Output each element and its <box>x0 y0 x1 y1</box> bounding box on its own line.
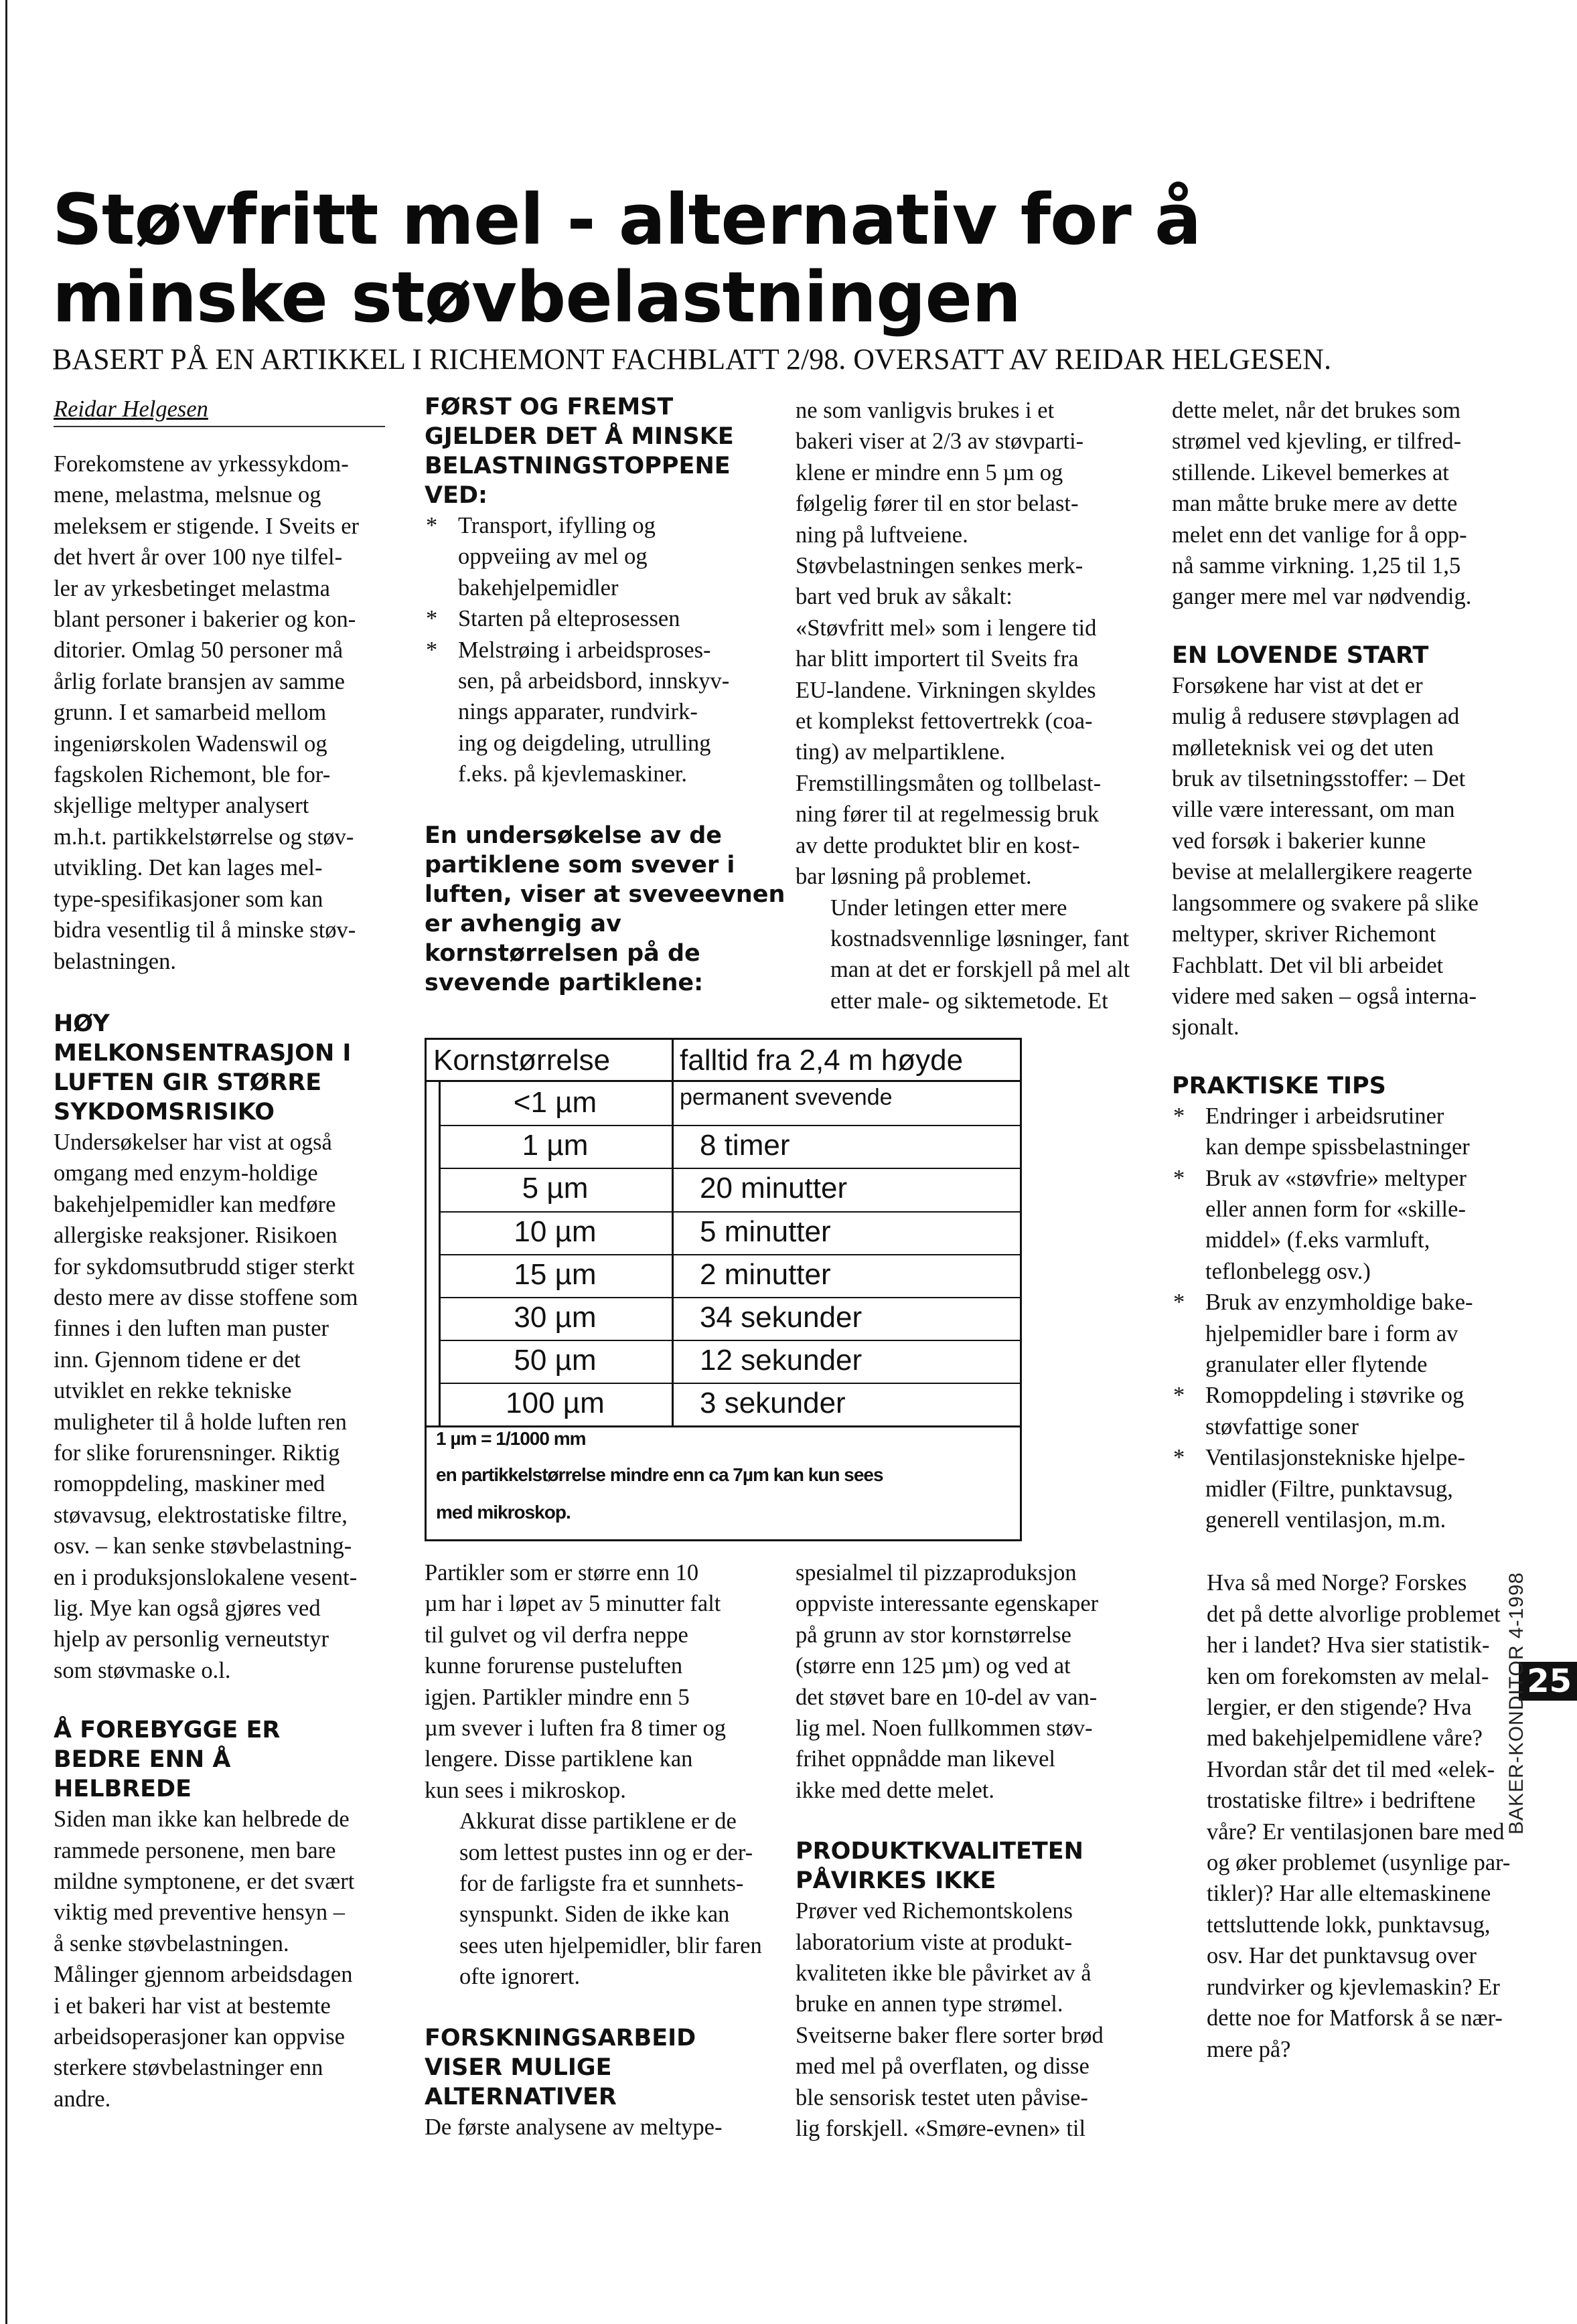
text-line: ning fører til at regelmessig bruk <box>796 801 1100 828</box>
text-line: EN LOVENDE START <box>1172 641 1429 669</box>
text-line: Partikler som er større enn 10 <box>425 1560 699 1585</box>
text-line: igjen. Partikler mindre enn 5 <box>425 1684 690 1710</box>
text-line: laboratorium viste at produkt- <box>796 1929 1072 1955</box>
text-line: luften, viser at sveveevnen <box>425 880 785 908</box>
table-cell-size: 15 µm <box>514 1257 597 1291</box>
article-subtitle: BASERT PÅ EN ARTIKKEL I RICHEMONT FACHBLATT 2/98. OVERSATT AV REIDAR HELGESEN. <box>52 343 1332 376</box>
text-line: granulater eller flytende <box>1205 1351 1428 1377</box>
text-line: ting) av melpartiklene. <box>796 739 1006 765</box>
text-line: generell ventilasjon, m.m. <box>1205 1507 1446 1533</box>
text-line: hjelp av personlig verneutstyr <box>54 1626 329 1652</box>
table-cell-size: 1 µm <box>522 1129 589 1162</box>
text-line: meltyper, skriver Richemont <box>1172 921 1436 947</box>
text-line: dette melet, når det brukes som <box>1172 398 1461 423</box>
text-line: som støvmaske o.l. <box>54 1657 231 1683</box>
text-line: f.eks. på kjevlemaskiner. <box>458 761 688 787</box>
col3-heading-1 <box>796 1837 1144 1895</box>
text-line: her i landet? Hva sier statistik- <box>1207 1632 1490 1658</box>
text-line: PRAKTISKE TIPS <box>1172 1072 1386 1099</box>
journal-issue-label: BAKER-KONDITOR 4-1998 <box>1505 1571 1527 1835</box>
text-line: skjellige meltyper analysert <box>54 793 309 819</box>
text-line: kunne forurense pusteluften <box>425 1653 683 1679</box>
bullet-item <box>1172 1287 1513 1380</box>
text-line: ville være interessant, om man <box>1172 797 1455 823</box>
table-cell-size: 50 µm <box>514 1344 597 1377</box>
text-line: som lettest pustes inn og er der- <box>459 1839 753 1865</box>
col1-para-2 <box>54 1127 408 1686</box>
text-line: teflonbelegg osv.) <box>1205 1258 1371 1284</box>
text-line: oppveiing av mel og <box>458 544 648 570</box>
table-row-rule <box>439 1340 1020 1341</box>
text-line: oppviste interessante egenskaper <box>796 1591 1099 1617</box>
text-line: Forsøkene har vist at det er <box>1172 672 1423 698</box>
column-2-bottom <box>425 1557 773 2143</box>
text-line: nå samme virkning. 1,25 til 1,5 <box>1172 553 1461 579</box>
table-cell-falltime: 34 sekunder <box>700 1301 862 1334</box>
table-note-visibility: en partikkelstørrelse mindre enn ca 7µm kan kun sees <box>436 1464 883 1485</box>
text-line: lergier, er den stigende? Hva <box>1207 1695 1472 1721</box>
text-line: i et bakeri har vist at bestemte <box>54 1993 331 2019</box>
text-line: støvfattige soner <box>1205 1413 1359 1440</box>
col1-para-3 <box>54 1804 408 2114</box>
col3-para-2 <box>796 893 1144 1017</box>
text-line: rundvirker og kjevlemaskin? Er <box>1207 1974 1500 2000</box>
bullet-item <box>1172 1163 1513 1288</box>
table-row-rule <box>439 1168 1020 1169</box>
text-line: nings apparater, rundvirk- <box>458 699 698 725</box>
text-line: Målinger gjennom arbeidsdagen <box>54 1962 353 1988</box>
text-line: svevende partiklene: <box>425 969 704 996</box>
text-line: lig. Mye kan også gjøres ved <box>54 1596 321 1621</box>
col3-para-1 <box>796 395 1144 893</box>
text-line: FORSKNINGSARBEID <box>425 2024 696 2051</box>
text-line: ingeniørskolen Wadenswil og <box>54 730 327 757</box>
text-line: støvavsug, elektrostatiske filtre, <box>54 1502 348 1528</box>
text-line: sterkere støvbelastninger enn <box>54 2055 323 2081</box>
table-cell-size: 5 µm <box>522 1172 589 1205</box>
text-line: andre. <box>54 2086 111 2112</box>
text-line: melet enn det vanlige for å opp- <box>1172 522 1467 548</box>
col3-para-4 <box>796 1895 1144 2144</box>
col4-para-2 <box>1172 670 1513 1043</box>
text-line: videre med saken – også interna- <box>1172 983 1477 1009</box>
text-line: det hvert år over 100 nye tilfel- <box>54 544 343 570</box>
text-line: ler av yrkesbetinget melastma <box>54 575 330 601</box>
text-line: GJELDER DET Å MINSKE <box>425 423 734 450</box>
text-line: Siden man ikke kan helbrede de <box>54 1806 350 1833</box>
text-line: HELBREDE <box>54 1776 192 1803</box>
column-2-top <box>425 392 785 998</box>
text-line: Støvbelastningen senkes merk- <box>796 553 1083 579</box>
text-line: trostatiske filtre» i bedriftene <box>1207 1788 1476 1814</box>
text-line: Hva så med Norge? Forskes <box>1207 1570 1467 1596</box>
text-line: VED: <box>425 482 488 509</box>
table-cell-falltime: permanent svevende <box>680 1085 893 1110</box>
text-line: PRODUKTKVALITETEN <box>796 1838 1083 1865</box>
text-line: Sveitserne baker flere sorter brød <box>796 2022 1104 2048</box>
col2-heading-3 <box>425 2023 773 2112</box>
text-line: µm har i løpet av 5 minutter falt <box>425 1591 721 1617</box>
text-line: ditorier. Omlag 50 personer må <box>54 637 344 664</box>
text-line: mene, melastma, melsnue og <box>54 482 321 508</box>
text-line: * Bruk av «støvfrie» meltyper <box>1205 1165 1467 1191</box>
text-line: ble sensorisk testet uten påvise- <box>796 2084 1088 2110</box>
table-cell-falltime: 8 timer <box>700 1129 790 1162</box>
text-line: MELKONSENTRASJON I <box>54 1039 352 1067</box>
text-line: * Melstrøing i arbeidsproses- <box>458 637 711 663</box>
table-cell-falltime: 12 sekunder <box>700 1344 862 1377</box>
table-note-unit: 1 µm = 1/1000 mm <box>436 1428 586 1449</box>
text-line: * Transport, ifylling og <box>458 513 656 538</box>
text-line: Forekomstene av yrkessykdom- <box>54 451 349 477</box>
text-line: BELASTNINGSTOPPENE <box>425 453 731 479</box>
text-line: å senke støvbelastningen. <box>54 1930 289 1956</box>
text-line: kun sees i mikroskop. <box>425 1777 626 1803</box>
text-line: kan dempe spissbelastninger <box>1205 1134 1470 1160</box>
text-line: blant personer i bakerier og kon- <box>54 607 356 633</box>
text-line: stillende. Likevel bemerkes at <box>1172 459 1449 485</box>
particle-fall-time-table <box>425 1038 1022 1541</box>
text-line: bakeri viser at 2/3 av støvparti- <box>796 429 1084 455</box>
text-line: fagskolen Richemont, ble for- <box>54 762 331 788</box>
text-line: ofte ignorert. <box>459 1964 581 1990</box>
text-line: romoppdeling, maskiner med <box>54 1471 325 1497</box>
text-line: hjelpemidler bare i form av <box>1205 1320 1458 1346</box>
text-line: kornstørrelsen på de <box>425 939 700 967</box>
text-line: utviklet en rekke tekniske <box>54 1378 292 1404</box>
text-line: HØY <box>54 1010 110 1037</box>
text-line: BEDRE ENN Å <box>54 1746 231 1774</box>
text-line: * Romoppdeling i støvrike og <box>1205 1383 1465 1409</box>
col1-heading-1 <box>54 1009 408 1127</box>
bullet-item <box>1172 1442 1513 1535</box>
text-line: VISER MULIGE <box>425 2054 612 2081</box>
text-line: En undersøkelse av de <box>425 822 723 849</box>
col2-bullet-list <box>425 510 773 790</box>
text-line: ning på luftveiene. <box>796 522 968 548</box>
text-line: (større enn 125 µm) og ved at <box>796 1653 1071 1679</box>
left-margin-rule <box>5 0 7 2324</box>
text-line: lengere. Disse partiklene kan <box>425 1746 693 1772</box>
text-line: en i produksjonslokalene vesent- <box>54 1564 358 1590</box>
text-line: * Endringer i arbeidsrutiner <box>1205 1103 1444 1129</box>
col2-para-2 <box>425 1806 773 1992</box>
table-cell-falltime: 3 sekunder <box>700 1387 846 1420</box>
bullet-item <box>425 635 773 790</box>
text-line: for sykdomsutbrudd stiger sterkt <box>54 1253 355 1280</box>
text-line: det på dette alvorlige problemet <box>1207 1601 1501 1627</box>
text-line: bakehjelpemidler <box>458 574 619 601</box>
text-line: EU-landene. Virkningen skyldes <box>796 677 1096 703</box>
text-line: det støvet bare en 10-del av van- <box>796 1684 1098 1710</box>
text-line: Fremstillingsmåten og tollbelast- <box>796 770 1102 796</box>
text-line: mildne symptonene, er det svært <box>54 1869 355 1895</box>
text-line: m.h.t. partikkelstørrelse og støv- <box>54 824 354 850</box>
text-line: grunn. I et samarbeid mellom <box>54 700 327 726</box>
text-line: osv. Har det punktavsug over <box>1207 1943 1477 1969</box>
col4-para-1 <box>1172 395 1513 613</box>
col4-heading-1 <box>1172 641 1513 670</box>
text-line: omgang med enzym-holdige <box>54 1160 318 1186</box>
text-line: eller annen form for «skille- <box>1205 1196 1466 1222</box>
text-line: Hvordan står det til med «elek- <box>1207 1756 1495 1782</box>
col3-para-3 <box>796 1557 1144 1806</box>
text-line: partiklene som svever i <box>425 851 735 878</box>
col1-heading-2 <box>54 1715 408 1804</box>
col4-heading-2 <box>1172 1071 1513 1101</box>
text-line: tikler)? Har alle eltemaskinene <box>1207 1881 1491 1907</box>
column-1-body <box>54 449 408 2114</box>
table-cell-size: 10 µm <box>514 1215 597 1248</box>
author-byline: Reidar Helgesen <box>54 396 208 422</box>
text-line: bruke en annen type strømel. <box>796 1991 1063 2017</box>
table-header-falltime: falltid fra 2,4 m høyde <box>680 1044 964 1077</box>
text-line: våre? Er ventilasjonen bare med <box>1207 1818 1505 1845</box>
text-line: PÅVIRKES IKKE <box>796 1867 996 1895</box>
text-line: Prøver ved Richemontskolens <box>796 1898 1073 1924</box>
text-line: et komplekst fettovertrekk (coa- <box>796 708 1093 734</box>
text-line: frihet oppnådde man likevel <box>796 1746 1055 1772</box>
text-line: desto mere av disse stoffene som <box>54 1284 358 1310</box>
text-line: muligheter til å holde luften ren <box>54 1409 347 1435</box>
table-header-size: Kornstørrelse <box>433 1044 611 1077</box>
text-line: LUFTEN GIR STØRRE <box>54 1069 322 1096</box>
text-line: SYKDOMSRISIKO <box>54 1098 275 1126</box>
column-3-top <box>796 395 1144 1016</box>
table-cell-size: 100 µm <box>506 1387 605 1420</box>
text-line: ne som vanligvis brukes i et <box>796 398 1055 423</box>
text-line: Under letingen etter mere <box>830 895 1067 921</box>
text-line: bakehjelpemidler kan medføre <box>54 1191 336 1217</box>
text-line: etter male- og siktemetode. Et <box>830 988 1108 1014</box>
text-line: klene er mindre enn 5 µm og <box>796 459 1063 485</box>
table-row-rule <box>439 1383 1020 1384</box>
text-line: Fachblatt. Det vil bli arbeidet <box>1172 952 1444 978</box>
column-4 <box>1172 395 1513 2065</box>
table-cell-falltime: 2 minutter <box>700 1257 831 1291</box>
text-line: med bakehjelpemidlene våre? <box>1207 1725 1483 1752</box>
text-line: følgelig fører til en stor belast- <box>796 491 1079 517</box>
text-line: bevise at melallergikere reagerte <box>1172 859 1473 885</box>
text-line: bart ved bruk av såkalt: <box>796 584 1012 610</box>
text-line: «Støvfritt mel» som i lengere tid <box>796 615 1097 641</box>
text-line: sen, på arbeidsbord, innskyv- <box>458 668 730 694</box>
text-line: viktig med preventive hensyn – <box>54 1900 345 1926</box>
text-line: er avhengig av <box>425 910 621 937</box>
title-line: minske støvbelastningen <box>52 256 1021 338</box>
text-line: og øker problemet (usynlige par- <box>1207 1850 1511 1876</box>
text-line: langsommere og svakere på slike <box>1172 890 1479 916</box>
page-number: 25 <box>1519 1662 1577 1701</box>
text-line: dette noe for Matforsk å se nær- <box>1207 2005 1503 2031</box>
text-line: for slike forurensninger. Riktig <box>54 1440 340 1466</box>
text-line: * Starten på elteprosessen <box>458 606 680 632</box>
text-line: tettsluttende lokk, punktavsug, <box>1207 1912 1491 1938</box>
text-line: middel» (f.eks varmluft, <box>1205 1227 1430 1253</box>
col4-para-3 <box>1172 1567 1513 2065</box>
text-line: ganger mere mel var nødvendig. <box>1172 584 1472 610</box>
text-line: bruk av tilsetningsstoffer: – Det <box>1172 766 1466 792</box>
text-line: Undersøkelser har vist at også <box>54 1129 332 1155</box>
text-line: rammede personene, men bare <box>54 1837 336 1863</box>
table-cell-falltime: 20 minutter <box>700 1172 848 1205</box>
text-line: * Ventilasjonstekniske hjelpe- <box>1205 1445 1466 1471</box>
text-line: med mel på overflaten, og disse <box>796 2054 1090 2080</box>
bullet-item <box>425 510 773 603</box>
table-row-rule <box>439 1125 1020 1126</box>
text-line: Å FOREBYGGE ER <box>54 1717 281 1744</box>
bullet-item <box>425 603 773 634</box>
bullet-item <box>1172 1380 1513 1442</box>
text-line: FØRST OG FREMST <box>425 394 674 420</box>
table-cell-falltime: 5 minutter <box>700 1215 831 1248</box>
text-line: årlig forlate bransjen av samme <box>54 668 345 694</box>
text-line: man måtte bruke mere av dette <box>1172 491 1458 517</box>
text-line: til gulvet og vil derfra neppe <box>425 1622 688 1648</box>
text-line: lig mel. Noen fullkommen støv- <box>796 1715 1093 1741</box>
text-line: utvikling. Det kan lages mel- <box>54 855 323 881</box>
text-line: Akkurat disse partiklene er de <box>459 1808 737 1835</box>
table-row-rule <box>439 1254 1020 1255</box>
col2-heading-2 <box>425 821 785 998</box>
text-line: man at det er forskjell på mel alt <box>830 957 1130 983</box>
text-line: belastningen. <box>54 948 176 974</box>
text-line: finnes i den luften man puster <box>54 1316 329 1342</box>
text-line: sjonalt. <box>1172 1014 1240 1040</box>
text-line: ALTERNATIVER <box>425 2083 617 2110</box>
text-line: ing og deigdeling, utrulling <box>458 730 711 756</box>
text-line: synspunkt. Siden de ikke kan <box>459 1902 730 1928</box>
text-line: midler (Filtre, punktavsug, <box>1205 1476 1453 1502</box>
table-cell-size: <1 µm <box>513 1086 597 1119</box>
table-column-rule-outer <box>672 1040 674 1425</box>
text-line: for de farligste fra et sunnhets- <box>459 1871 744 1897</box>
table-cell-size: 30 µm <box>514 1301 597 1334</box>
text-line: av dette produktet blir en kost- <box>796 832 1080 858</box>
text-line: på grunn av stor kornstørrelse <box>796 1622 1071 1648</box>
text-line: mere på? <box>1207 2036 1291 2062</box>
col2-para-1 <box>425 1557 773 1806</box>
text-line: strømel ved kjevling, er tilfred- <box>1172 429 1462 455</box>
column-3-bottom <box>796 1557 1144 2145</box>
text-line: µm svever i luften fra 8 timer og <box>425 1715 727 1741</box>
byline-rule <box>54 426 385 427</box>
col4-bullet-list <box>1172 1101 1513 1536</box>
bullet-item <box>1172 1101 1513 1163</box>
text-line: bidra vesentlig til å minske støv- <box>54 917 356 943</box>
text-line: type-spesifikasjoner som kan <box>54 886 323 912</box>
text-line: kostnadsvennlige løsninger, fant <box>830 925 1130 951</box>
text-line: sees uten hjelpemidler, blir faren <box>459 1932 762 1958</box>
text-line: mølleteknisk vei og det uten <box>1172 734 1434 761</box>
text-line: meleksem er stigende. I Sveits er <box>54 513 360 539</box>
text-line: ikke med dette melet. <box>796 1777 994 1803</box>
col2-heading-1 <box>425 392 773 510</box>
text-line: bar løsning på problemet. <box>796 864 1032 890</box>
text-line: ken om forekomsten av melal- <box>1207 1663 1489 1689</box>
text-line: * Bruk av enzymholdige bake- <box>1205 1290 1473 1316</box>
column-1 <box>54 394 402 424</box>
col2-para-3 <box>425 2112 773 2143</box>
text-line: spesialmel til pizzaproduksjon <box>796 1560 1077 1585</box>
text-line: mulig å redusere støvplagen ad <box>1172 704 1460 730</box>
table-row-rule <box>439 1211 1020 1213</box>
table-header-rule <box>427 1080 1020 1082</box>
table-body-rule <box>427 1425 1020 1427</box>
text-line: kvaliteten ikke ble påvirket av å <box>796 1960 1092 1987</box>
table-note-microscope: med mikroskop. <box>436 1502 571 1523</box>
text-line: arbeidsoperasjoner kan oppvise <box>54 2024 345 2050</box>
title-line: Støvfritt mel - alternativ for å <box>52 179 1201 260</box>
text-line: De første analysene av meltype- <box>425 2114 723 2140</box>
text-line: osv. – kan senke støvbelastning- <box>54 1533 352 1559</box>
table-row-rule <box>439 1297 1020 1298</box>
text-line: lig forskjell. «Smøre-evnen» til <box>796 2116 1086 2142</box>
text-line: inn. Gjennom tidene er det <box>54 1346 301 1373</box>
article-title <box>52 181 1539 336</box>
text-line: allergiske reaksjoner. Risikoen <box>54 1223 337 1249</box>
col1-intro <box>54 449 408 977</box>
text-line: har blitt importert til Sveits fra <box>796 646 1079 672</box>
text-line: ved forsøk i bakerier kunne <box>1172 828 1426 854</box>
